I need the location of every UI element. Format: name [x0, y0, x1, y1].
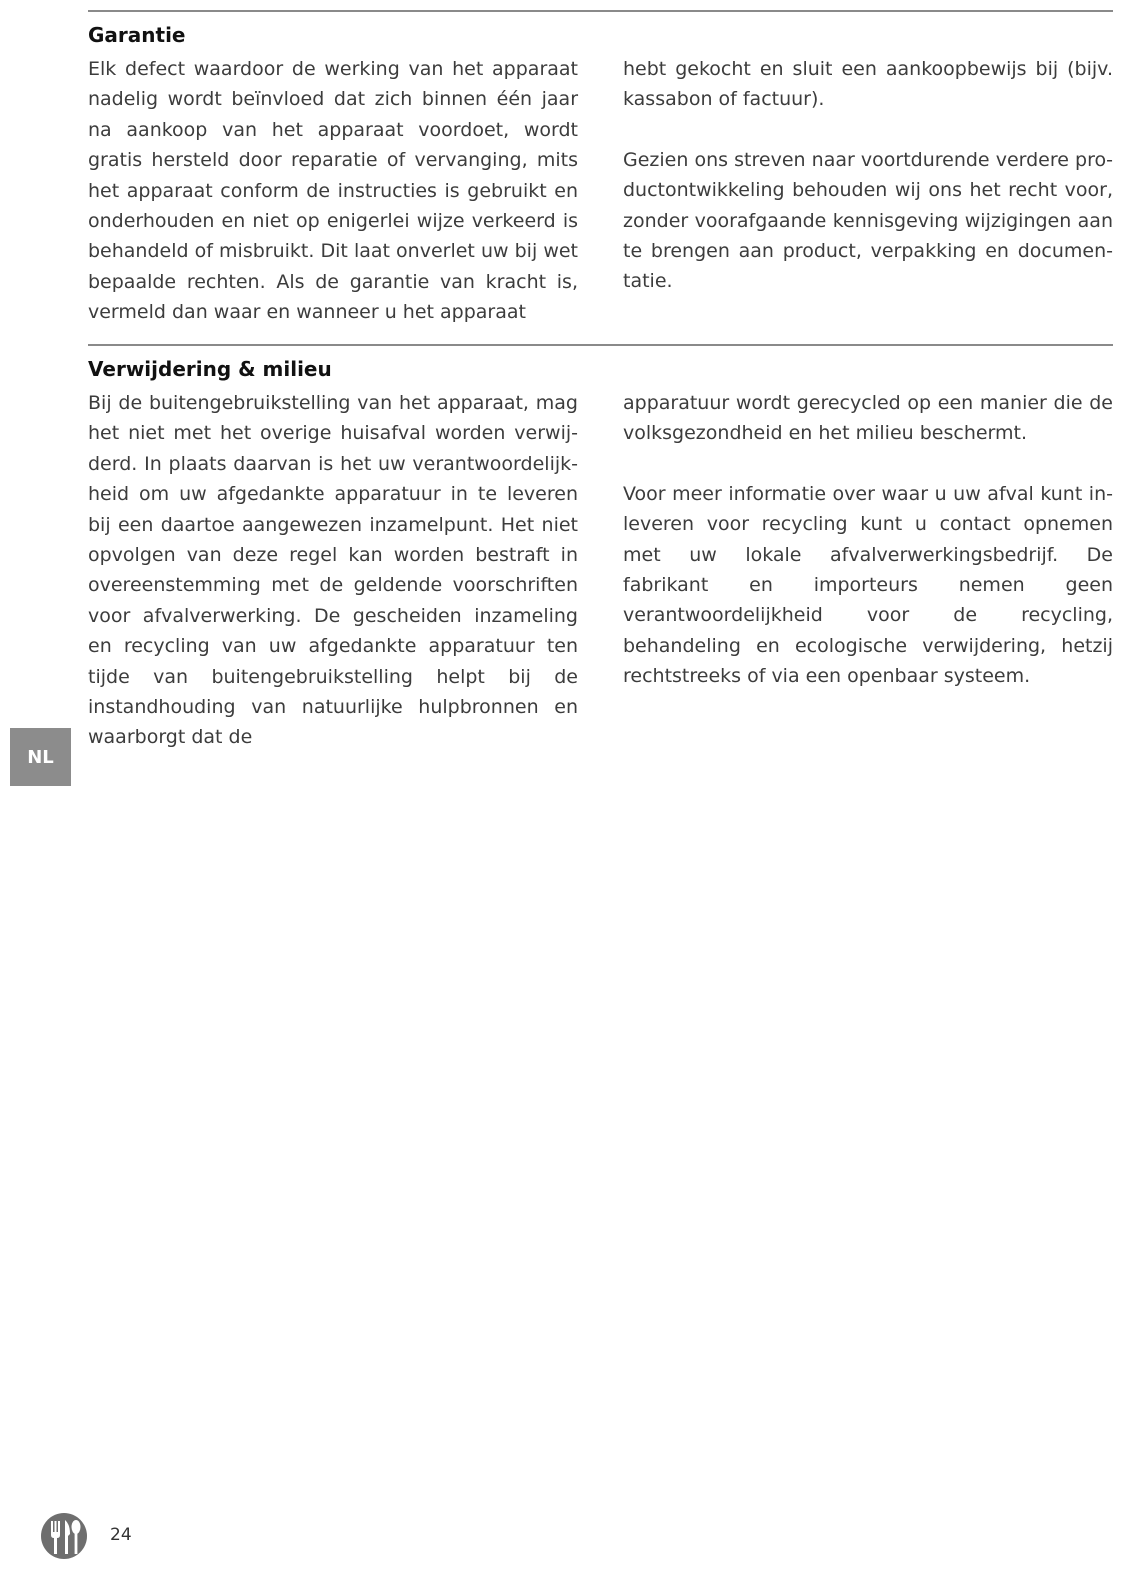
section-heading-garantie: Garantie	[88, 23, 186, 47]
language-tab: NL	[10, 728, 71, 786]
section-divider	[88, 344, 1113, 346]
section-heading-verwijdering: Verwijdering & milieu	[88, 357, 332, 381]
paragraph: Gezien ons streven naar voortdurende verdere productontwikkeling behouden wij ons het recht voor, zonder voorafgaande kennisgeving wijzigingen aan te brengen aan product, verpakking en documentatie.	[623, 148, 1113, 293]
page-number: 24	[110, 1525, 132, 1545]
paragraph: Voor meer informatie over waar u uw afval kunt inleveren voor recycling kunt u contact opnemen met uw lokale afvalverwerkingsbedrijf. De fabrikant en importeurs nemen geen verantwoordelijkheid voor de recycling, behandeling en ecologische verwijdering, hetzij rechtstreeks of via een openbaar systeem.	[623, 482, 1113, 688]
right-column	[623, 388, 1113, 753]
right-column	[623, 54, 1113, 328]
two-column-text	[88, 54, 1113, 328]
left-column	[88, 388, 578, 753]
paragraph: Elk defect waardoor de werking van het apparaat nadelig wordt beïnvloed dat zich binnen één jaar na aankoop van het apparaat voordoet, wordt gratis hersteld door reparatie of vervanging, mits het apparaat conform de instructies is gebruikt en onderhouden en niet op enigerlei wijze verkeerd is behandeld of misbruikt. Dit laat onverlet uw bij wet bepaalde rechten. Als de garantie van kracht is, vermeld dan waar en wanneer u het apparaat	[88, 58, 578, 324]
left-column	[88, 54, 578, 328]
cutlery-logo-icon	[40, 1512, 88, 1560]
paragraph: hebt gekocht en sluit een aankoopbewijs bij (bijv. kassabon of factuur).	[623, 58, 1113, 111]
paragraph: apparatuur wordt gerecycled op een manier die de volksgezondheid en het milieu beschermt.	[623, 392, 1113, 445]
section-divider	[88, 10, 1113, 12]
two-column-text	[88, 388, 1113, 753]
section-verwijdering-milieu	[88, 344, 1113, 753]
paragraph: Bij de buitengebruikstelling van het apparaat, mag het niet met het overige huisafval worden verwijderd. In plaats daarvan is het uw verantwoordelijkheid om uw afgedankte apparatuur in te leveren bij een daartoe aangewezen inzamelpunt. Het niet opvolgen van deze regel kan worden bestraft in overeenstemming met de geldende voorschriften voor afvalverwerking. De gescheiden inzameling en recycling van uw afgedankte apparatuur ten tijde van buitengebruikstelling helpt bij de instandhouding van natuurlijke hulpbronnen en waarborgt dat de	[88, 392, 578, 749]
section-garantie	[88, 10, 1113, 328]
